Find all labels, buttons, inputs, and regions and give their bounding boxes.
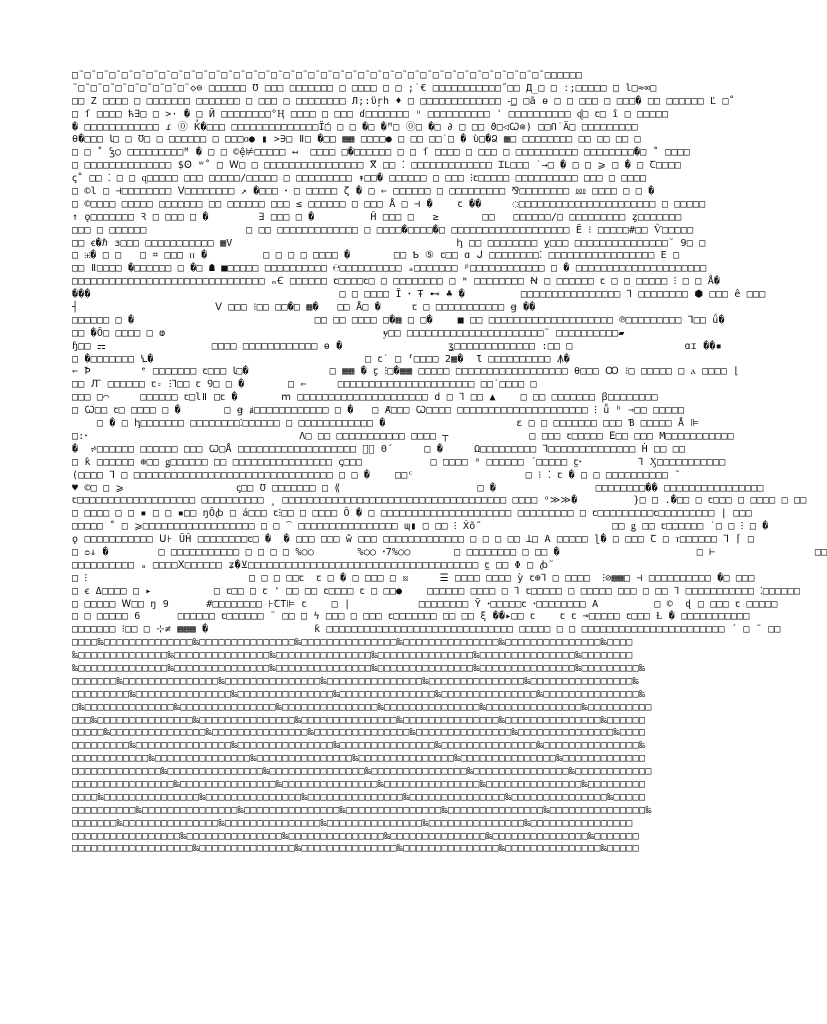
text-line: □□□□□□□□□□□□□□□□‰□□□□□□□□□□□□□□□‰□□□□□□□□□□□□□□□‰□□□□□□□□□□□□□□□‰□□□□□□□□□□□□□□□‰□□□□□□□□□ (72, 778, 646, 790)
text-line: □□□‰□□□□□□□□□□□□□□□‰□□□□□□□□□□□□□□□‰□□□□□□□□□□□□□□□‰□□□□□□□□□□□□□□□‰□□□□□□□□□□□□□□□‰□□□□□□ (72, 714, 646, 726)
text-line: ↑ ǫ□□□□□□□ Ꝛ □ □□□ □ � ∃ □□□ □ � Ĥ □□□ □ ≥ □□ □□□□□□/□ □□□□□□□□□ ȥ□□□□□□□ (72, 211, 682, 223)
text-line: □□□ □⌒ □□□□□□ ꞇ□lǁ □ꞇ � ⅿ □□□□□□□□□□□□□□□□□□□□□ d □ Ꞁ □□ ▲ □ □□ □□□□□□□ ꞵ□□□□□□□□ (72, 392, 658, 404)
text-line: □□□□‰□□□□□□□□□□□□□□□‰□□□□□□□□□□□□□□□‰□□□□□□□□□□□□□□□‰□□□□□□□□□□□□□□□‰□□□□□□□□□□□□□□□‰□□□□□ (72, 791, 646, 803)
text-line: □□ ǁ□□□□ �□□□□□□ □ �□ ☗ ■□□□□□ □□□□□□□□□□ ℮□□□□□□□□□□ ₐ□□□□□□□ ᵖ□□□□□□□□□□□□ □ � □□□□□□□□□□□□□□□□□□□□□ (72, 263, 707, 275)
text-line: □ ⁜� □ □ □ ⌗ □□□ ⲡ � □ □ □ □ □□□□ � □□ Ƅ ⑤ ꞇ□□ ɑ ᒍ □□□□□□□□⁚ □□□□□□□□□□□□□□□□□ Ε □ (72, 250, 680, 262)
garbled-text-body (72, 70, 827, 856)
text-line: □ ⁝ □ □ □ □□ꞇ ꞇ □ � □ □□□ □ ☒ ☰ □□□□ □□□□ ỳ ꞇ⊕Ꞁ □ □□□□ ⁝⊘▦▦□ ⊣ □□□□□□□□□□ �□ □□□ (72, 572, 755, 584)
text-line: ‰□□□□□□□□□□□□□□‰□□□□□□□□□□□□□□□‰□□□□□□□□□□□□□□□‰□□□□□□□□□□□□□□□‰□□□□□□□□□□□□□□□‰□□□□□□□□ (72, 650, 633, 662)
text-line: □ ꞓ Δ□□□□ □ ▸ □ ꞇ□□ □ ꞇ ꞌ □□ □□ ꞇ□□□□ ꞇ □ □□● □□□□□□ □□□□ □ Ꞁ ꞇ□□□□□ □ □□□□□ □□□ □ □□ Ꞁ □□□□□□□□□□□ ⁚□□□□□□ (72, 585, 801, 597)
text-line: □ Ꞷ□□ ꞇ□ □□□□ □ � □ ꞡ ⱥ□□□□□□□□□□□□ □ � □ Ⱥ□□□ Ꞷ□□□□ □□□□□□□□□□□□□□□□□□□□□ ⁝ ǚ ᵇ ⇒□□ □□□□□ (72, 405, 685, 417)
text-line: □ □ □□□□□ 6 □□□□□□ ꞇ□□□□□□ ˜ □□ □ ϟ □□□ □ □□□ ꞇ□□□□□□□ □□ □□ ξ ��▸□□ ꞇ ꞇ ꞇ ⊸□□□□□ ꞇ□□□ Ɫ � □□□□□□□□□□□ (72, 611, 750, 623)
text-line: □ □□□□□ Ꮃ□□ ŋ 9 #□□□□□□□□ ⊦ꞆT⊫ ꞇ □ | □□□□□□□□ Ỹ ꞏ□□□□□ꞇ ꞏ□□□□□□□□ Α □ © ɖ □ □□□ ꞇ □□□□□ (72, 598, 778, 610)
text-line: ɧ□□ ⚎ □□□□ □□□□□□□□□□□□ ɵ � ʓ□□□□□□□□□□□□□ :□□ □ ɑɪ ��▪ (72, 340, 722, 352)
text-line: □□□□□□□□□□‰□□□□□□□□□□□□□□□‰□□□□□□□□□□□□□□□‰□□□□□□□□□□□□□□□‰□□□□□□□□□□□□□□□‰□□□□□□□□□□□□□□□‰ (72, 804, 652, 816)
text-line: □ ſ □□□□ ћ∃□ □ >· � □ Й □□□□□□□□°Ӊ □□□□ □ □□□ ɗ□□□□□□□ ᵘ □□□□□□□□□□ ʾ □□□□□□□□□□ ᶑ□ ꞇ□ î □ □□□□□ (72, 108, 669, 120)
text-line: ˜□˜□˜□˜□˜□˜□˜□˜□˜□˜◇⊖ □□□□□□ Ʊ □□□ □□□□□□□ □ □□□□ □ □ ;˙€ □□□□□□□□□□□˝□□ Д̲□ □ ː;□□□□□ □ l□≈∞□ (72, 82, 657, 94)
text-line: □□□□□□□□□‰□□□□□□□□□□□□□□□‰□□□□□□□□□□□□□□□‰□□□□□□□□□□□□□□□‰□□□□□□□□□□□□□□□‰□□□□□□□□□□□□□□□‰ (72, 740, 646, 752)
text-line: □□□□□□□□□□ ₐ □□□□Ⅹ□□□□□□ ʑ�⊻□□□□□□□□□□□□□□□□□□□□□□□□□□□□□□□□□□□□□ ꞇ̲ □□ Φ □ ꞗ˜ (72, 559, 555, 571)
text-line: ꞔ˚ □□ ⁚ □ □ ɋ□□□□□ □□□ □□□□□/□□□□□ □ □□□□□□□□□ ↟□□� □□□□□□ □ □□□ ⁝ꞇ□□□□□ □□□□□□□□□□ □□□ □ □□□□ (72, 173, 647, 185)
text-line: □˜□˜□˜□˜□˜□˜□˜□˜□˜□˜□˜□˜□˜□˜□˜□˜□˜□˜□˜□˜□˜□˜□˜□˜□˜□˜□˜□˜□˜□˜□˜□˜□˜□˜□˜□˜□˜□˜□□□□□□ (72, 70, 583, 81)
text-line: □:ꞏ Λ□ □□ □□□□□□□□□□□ □□□□ ┬ □ □□□ ꞇ□□□□□ ⴹ□□ □□□ M□□□□□□□□□□□ (72, 430, 734, 442)
text-line: □□□ □ □□□□□□ □ □□ □□□□□□□□□□□□□ □ □□□□�□□□□�□ □□□□□□□□□□□□□□□□□□□ Ë ⁝ □□□□□#□□ Ѷ□□□□□ (72, 224, 694, 236)
text-line: □□ �Ȏ□ □□□□ □ ⱷ ɏ□□ □□□□□□□□□□□□□□□□□□□□□□˜ □□□□□□□□□□▰ (72, 327, 625, 339)
text-line: □□□□□□□□□□□□□□□□□‰□□□□□□□□□□□□□□□‰□□□□□□□□□□□□□□□‰□□□□□□□□□□□□□□□‰□□□□□□□□□□□□□□□‰□□□□□□□ (72, 830, 639, 842)
text-line: ‰□□□□□□□□□□□□□□‰□□□□□□□□□□□□□□□‰□□□□□□□□□□□□□□□‰□□□□□□□□□□□□□□□‰□□□□□□□□□□□□□□□‰□□□□□□□□□‰ (72, 662, 646, 674)
text-line: □□□□□□□□□□□□□□□□□□□‰□□□□□□□□□□□□□□□‰□□□□□□□□□□□□□□□‰□□□□□□□□□□□□□□□‰□□□□□□□□□□□□□□□‰□□□□□ (72, 843, 639, 855)
text-line: � ⩫□□□□□□ □□□□□□ □□□ Ꞷ□Å □□□□□□□□□□□□□□□□□□□ ꞇ⃗ Θ́ □ � Ω□□□□□□□□□ Ꞁ□□□□□□□□□□□□□□ Ḣ □□ □□ (72, 443, 686, 455)
text-line: □□□□□□□□□‰□□□□□□□□□□□□□□□‰□□□□□□□□□□□□□□□‰□□□□□□□□□□□□□□□‰□□□□□□□□□□□□□□□‰□□□□□□□□□□□□□□□‰ (72, 688, 646, 700)
text-line: □□ ꞓ�ℏ ɜ□□□ □□□□□□□□□□□ ▦V ꞕ □□ □□□□□□□□ ỵ□□□ □□□□□□□□□□□□□□□˜ 9□ □ (72, 237, 706, 249)
text-line: □□□□‰□□□□□□□□□□□□□□‰□□□□□□□□□□□□□□□‰□□□□□□□□□□□□□□□‰□□□□□□□□□□□□□□□‰□□□□□□□□□□□□□□□‰□□□□ (72, 637, 633, 649)
text-line: □□□□□□□□□□□□□□□□□□□□□□□□□□□□□□□ ₘꞒ □□□□□□ ꞇ□□□□ꞇ□ □ □□□□□□□□ □ ᶰ □□□□□□□□ Ꞥ □ □□□□□□ ꞇ □ □ □□□□□ ⁝ □ □ Å� (72, 276, 721, 288)
text-line: □ ©l □ ⊣□□□□□□□□ ᐯ□□□□□□□□ ↗ �□□□ ꞏ □ □□□□□ ζ � □ ⇐ □□□□□□ □ □□□□□□□□□ ⅋□□□□□□□□ ⅏ □□□□ □ □ � (72, 186, 655, 198)
text-line: □□ Ꙥ □□□□□□ ꞇ꞊ ⁝Ꞁ□□ ꞇ Ꝯ□ □ � □ ⇐ □□□□□□□□□□□□□□□□□□□□□□ □□˙□□□□ □ (72, 379, 537, 391)
text-line: (□□□□ Ꞁ □ □□□□□□□□□□□□□□□□□□□□□□□□□□□□□□□□ □ □ � □□ᶜ □ ⁝ ⁚ ꞇ � □ □ □□□□□□□□□□ ˜ (72, 469, 681, 481)
text-line: ��� □ □ □□□□ Ῐ ꞏ Ŧ ⊷ ♣ � □□□□□□□□□□□□□□□□ Ꞁ □□□□□□□□ ⬢ □□□ ê □□□ (72, 289, 766, 301)
text-line: □□□□□□□ ⁝□□ □ ⊹≠ ▦▦▦ � ƙ □□□□□□□□□□□□□□□□□□□□□□□□□□□□□□ □□□□□ □ □ □□□□□□□□□□□□□□□□□□□□□□□ ´ □ ˜ □□ (72, 624, 781, 636)
text-line: □ ƙ □□□□□□ ⊕□□ ǥ□□□□□□ □□ □□□□□□□□□□□□□□□□ ꞔ□□□ □ □□□□ ᵃ □□□□□□ ´□□□□□ ꞇ̫ꞏ Ꞁ Ӽ□□□□□□□□□□□ (72, 456, 726, 468)
text-line: □ ᴑ↓ � □ □□□□□□□□□□□ □ □ □ □ %○○ %○○ ꞏ7%○○ □ □□□□□□□□ □ □□ � □ ⊢ □□ (72, 546, 827, 558)
text-line: □□□□□‰□□□□□□□□□□□□□□□‰□□□□□□□□□□□□□□□‰□□□□□□□□□□□□□□□‰□□□□□□□□□□□□□□□‰□□□□□□□□□□□□□□□‰□□□□ (72, 727, 646, 739)
text-line: □□□□□□□‰□□□□□□□□□□□□□□□‰□□□□□□□□□□□□□□□‰□□□□□□□□□□□□□□□‰□□□□□□□□□□□□□□□‰□□□□□□□□□□□□□□□□ (72, 817, 633, 829)
text-line: □ □□□□ □ □ ▪ □ □ ▪□□ ŋŌꞗ □ á□□□ ꞇ⁝□□ □ □□□□ Ô � □ □□□□□□□□□□□□□□□□□□□□□ □□□□□□□□□ □ ꞇ□□□□□□□□□ꞇ□□□□□□□□□ | □□□ (72, 508, 752, 520)
text-line: ⇐ Ꝥ ᵉ □□□□□□□ ꞇ□□□ Ꙇ□� □ ▦▦ � ꞇ̬ ⁝□�▦▦ □□□□□ □□□□□□□□□□□□□□□□□□ θ□□□ Ꝏ ⁝□ □□□□□ □ ⲁ □□□□ ⌊ (72, 366, 740, 378)
text-line: � □□□□□□□□□□□□ ɾ 🄋 K̓�□□□ □□□□□□□□□□□□□□Ḯ□ □ □ �□ �ᴹ□ 🄋□ �□ ∂ □ □□ ϑ□◁Ꞷ⊗) □□Ո˙Ä□ □□□□□□□□□ (72, 121, 638, 133)
text-line: □ □□□□□□□□□□□□□□ $Ꙩ ʷ˚ □ Ꮃ□ □ □□□□□□□□□□□□□□□□ ⴳ □□ ⁚ □□□□□□□□□□□□□ ꞮL□□□ ˙→□ � □ □ ⩾ □ � □ Ꞇ□□□□ (72, 160, 681, 172)
text-line: ꞇ□□□□□□□□□□□□□□□□□□□ □□□□□□□□□□ ˳ □□□□□□□□□□□□□□□□□□□□□□□□□□□□□□□□□□□□ □□□□ ᵒ≫≫� }□ □ .�□□ □ ꞇ□□□ □ □□□□ □ □□ (72, 495, 807, 507)
text-line: □ �□□□□□□□ Ꝇ� □ ꞇ˙ □ ⸢□□□□ 2▦� Ɩ □□□□□□□□□□ Ꙟ� (72, 353, 571, 365)
text-line: □ � □ ꞕ□□□□□□□ □□□□□□□□⁚□□□□□□ □ □□□□□□□□□□□□ � ɛ □ □ □□□□□□□ □□□ Ɓ □□□□□ Å ⊫ (72, 418, 700, 430)
text-line: θ�□□□ Ꙇ□ □ Ʊ□ □ □□□□□□ □ □□□ᴏ● ▮ >∋□ ǁ□ �□□ ▦▦ □□□□● □ □□ □□˙□ � ὺ□�Ձ ▦□ □□□□□□□□ □□ □□ □□ □ (72, 134, 641, 146)
text-line: □□□□□□□□□□□□□□‰□□□□□□□□□□□□□□□‰□□□□□□□□□□□□□□□‰□□□□□□□□□□□□□□□‰□□□□□□□□□□□□□□□‰□□□□□□□□□□□□ (72, 766, 652, 778)
text-line: □□□□□□□□□□□□‰□□□□□□□□□□□□□□□‰□□□□□□□□□□□□□□□‰□□□□□□□□□□□□□□□‰□□□□□□□□□□□□□□□‰□□□□□□□□□□□□□ (72, 753, 646, 765)
text-line: □□□□□ ˚ □ ⩾□□□□□□□□□□□□□□□□□□ □ □ ⁀ □□□□□□□□□□□□□□□□ ɰ▮ □ □□ ⁝ Ẋõ˝ □□ ǥ □□ ꞇ□□□□□□ ˙□ □ ⁝ □ � (72, 521, 769, 533)
text-line: □‰□□□□□□□□□□□□□□‰□□□□□□□□□□□□□□□‰□□□□□□□□□□□□□□□‰□□□□□□□□□□□□□□□‰□□□□□□□□□□□□□□□‰□□□□□□□□□□ (72, 701, 652, 713)
text-line: □□□□□□ □ � □□ □□ □□□□ □�▦ □ □� ■ □□ □□□□□□□□□□□□□□□□□□□□ ℗□□□□□□□□□ Ꞁ□□ ǘ� (72, 314, 725, 326)
text-line: ♥ ©□ □ ⩾ ꞔ□□ Ʊ □□□□□□□ □ ⟪ □ � □□□□□□□□�� □□□□□□□□□□□□□□□□ (72, 482, 764, 494)
text-line: □□ Ζ □□□□ □ □□□□□□□ □□□□□□□ □ □□□ □ □□□□□□□□ Л;:ϋŗh ♦ □ □□□□□□□□□□□□□ -͟□ □ã ɵ □ □ □□□ □ □□□� □□ □□□□□□ Ľ □˚ (72, 95, 735, 107)
text-line: □ ©□□□□ □□□□□ □□□□□□□ □□ □□□□□□ □□□ ≤ □□□□□□ □ □□□ Å □ ⊣ � ꞇ �� ◌□□□□□□□□□□□□□□□□□□□□□□ □ □□□□□ (72, 198, 706, 210)
text-line: ┤ ᐯ □□□ ⁝□□ □□�□ ▦� □□ Å□ � ꞇ □ □□□□□□□□□□□ ꞡ �� (72, 302, 536, 314)
text-line: □ □ ˚ Ꝣ◯ □□□□□□□□□ᴹ � □ □ ©ệ⊭□□□□□ ↤ □□□□ □�□□□□□□ □ □ ſ □□□□ □ □□□ □ □□□□□□□□□□ □□□□□□□□�□ ˚ □□□□ (72, 147, 690, 159)
text-line: ǫ □□□□□□□□□□□ ᑌ꜔ ŪĤ □□□□□□□□ꞇ□ � � □□□ □□□ ŵ □□□ □□□□□□□□□□□□□ □ □ □ □□ Ʇ□ Α □□□□□ ɭ� □ □□□ Ꞇ □ ⲧ□□□□□□ Ꞁ ⌈ □ (72, 534, 755, 546)
text-line: □□□□□□□‰□□□□□□□□□□□□□□□‰□□□□□□□□□□□□□□□‰□□□□□□□□□□□□□□□‰□□□□□□□□□□□□□□□‰□□□□□□□□□□□□□□□□‰ (72, 675, 639, 687)
